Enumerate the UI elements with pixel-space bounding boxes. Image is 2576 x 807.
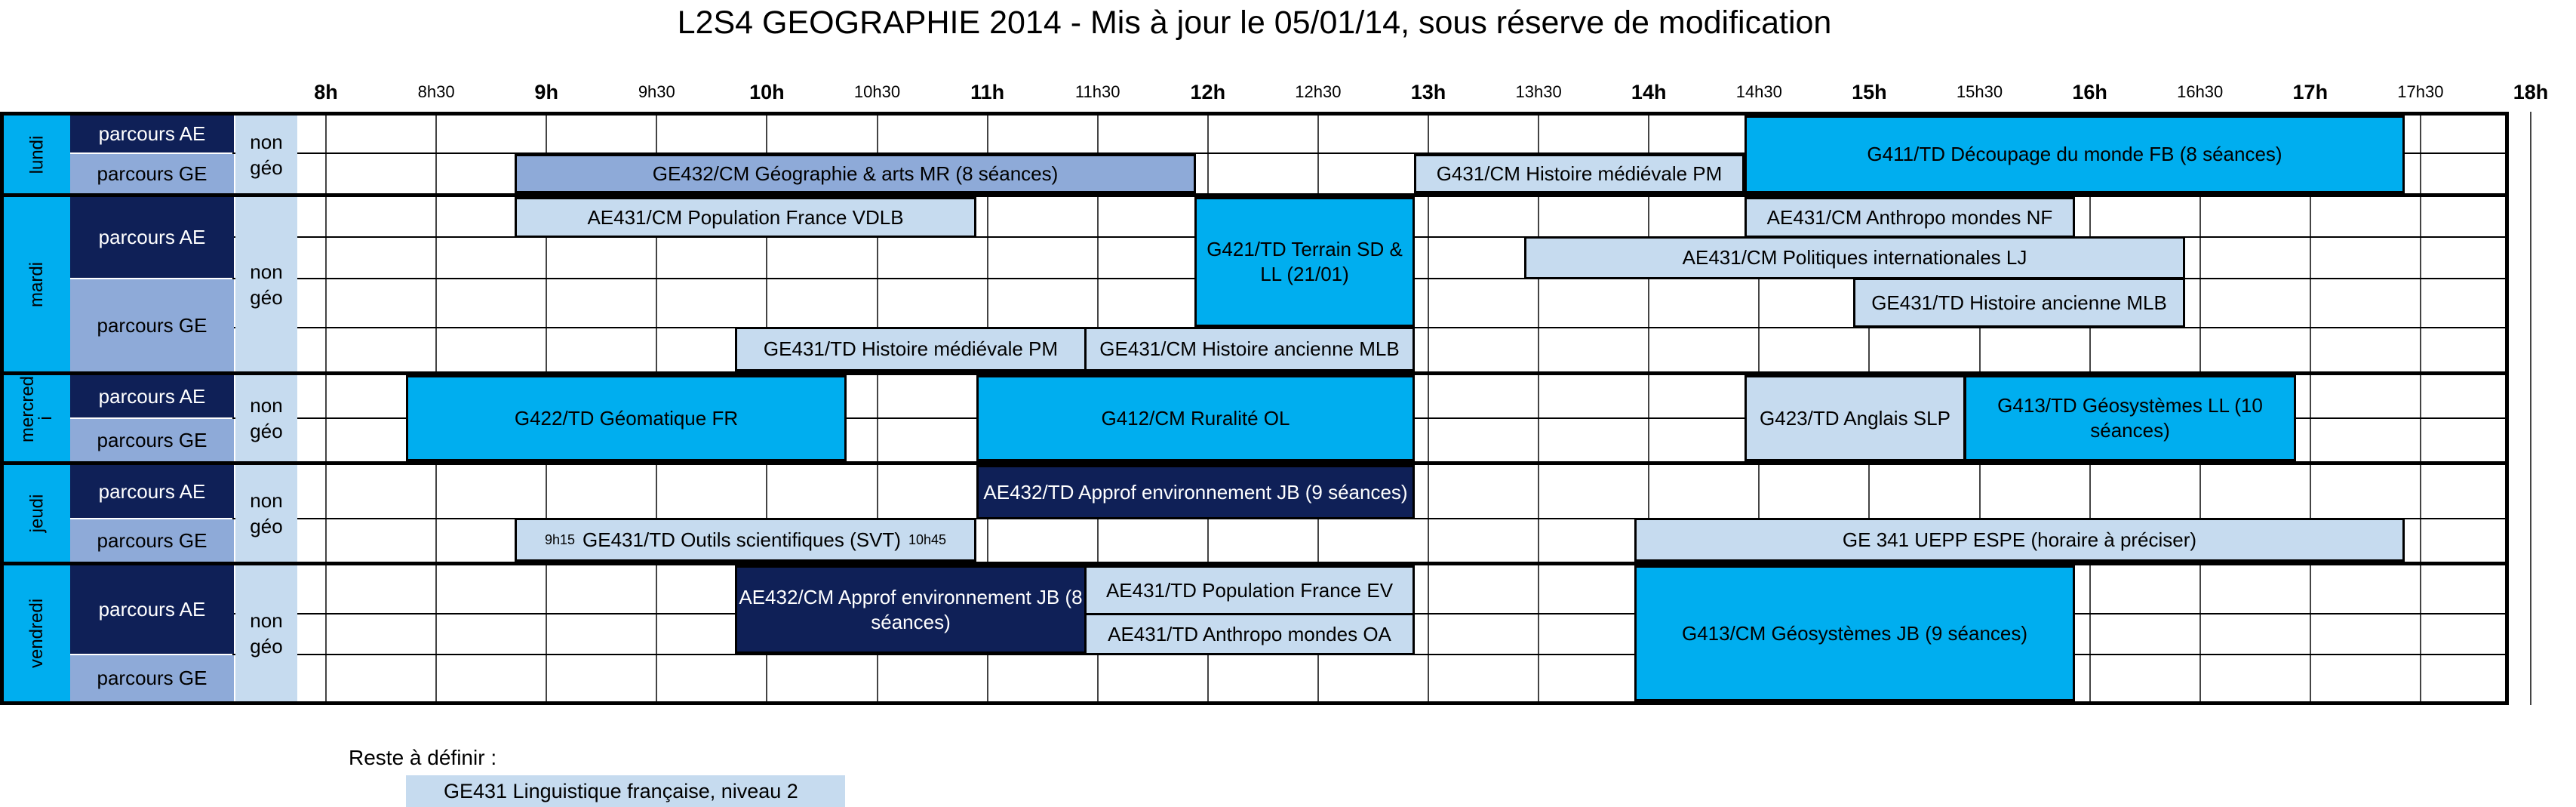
day-mardi: mardi [4,197,70,371]
time-label: 8h30 [417,82,455,101]
track-ge: parcours GE [70,519,234,562]
time-label: 12h [1190,81,1226,103]
day-mercredi: mercred i [4,375,70,461]
time-label: 8h [314,81,338,103]
non-geo-label: non géo [235,565,297,701]
track-ge: parcours GE [70,279,234,371]
time-label: 16h [2072,81,2107,103]
event-ae431-anthropo-mondes-td[interactable]: AE431/TD Anthropo mondes OA [1084,613,1415,655]
time-label: 9h [534,81,558,103]
event-ge431-histoire-medievale-td[interactable]: GE431/TD Histoire médiévale PM [735,327,1087,371]
time-label: 10h [749,81,785,103]
timetable-frame [0,112,2509,705]
event-ae431-anthropo-mondes[interactable]: AE431/CM Anthropo mondes NF [1744,197,2075,238]
event-ae432-approf-environnement-cm[interactable]: AE432/CM Approf environnement JB (8 séances) [735,565,1087,654]
track-ae: parcours AE [70,375,234,417]
time-label: 15h30 [1956,82,2003,101]
time-label: 9h30 [638,82,675,101]
grid-column-line [2530,112,2531,705]
event-ae432-approf-environnement-td[interactable]: AE432/TD Approf environnement JB (9 séances) [976,465,1415,519]
start-time: 9h15 [544,531,576,547]
track-ge: parcours GE [70,154,234,193]
track-ae: parcours AE [70,116,234,152]
event-ae431-population-france-td[interactable]: AE431/TD Population France EV [1084,565,1415,615]
non-geo-label: non géo [235,465,297,562]
track-ae: parcours AE [70,197,234,278]
time-label: 18h [2513,81,2549,103]
non-geo-label: non géo [235,197,297,371]
event-ge431-histoire-ancienne-td[interactable]: GE431/TD Histoire ancienne MLB [1853,278,2185,328]
time-label: 16h30 [2177,82,2224,101]
track-ge: parcours GE [70,655,234,701]
event-g421-terrain[interactable]: G421/TD Terrain SD & LL (21/01) [1194,197,1415,327]
track-ae: parcours AE [70,465,234,518]
end-time: 10h45 [908,531,947,547]
time-label: 13h [1410,81,1446,103]
event-label: GE431/TD Outils scientifiques (SVT) [583,528,901,551]
event-g412-ruralite[interactable]: G412/CM Ruralité OL [976,375,1415,461]
track-ae: parcours AE [70,565,234,654]
page-title: L2S4 GEOGRAPHIE 2014 - Mis à jour le 05/01/14, sous réserve de modification [677,5,1832,41]
day-jeudi: jeudi [4,465,70,562]
day-lundi: lundi [4,116,70,193]
time-label: 17h [2292,81,2329,103]
track-ge: parcours GE [70,419,234,461]
time-label: 11h30 [1074,82,1120,101]
event-g422-geomatique[interactable]: G422/TD Géomatique FR [406,375,847,461]
event-g413-geosystemes-td[interactable]: G413/TD Géosystèmes LL (10 séances) [1964,375,2296,461]
time-label: 14h30 [1735,82,1782,101]
non-geo-label: non géo [235,375,297,461]
event-g413-geosystemes-cm[interactable]: G413/CM Géosystèmes JB (9 séances) [1634,565,2075,701]
event-ge432-geographie-arts[interactable]: GE432/CM Géographie & arts MR (8 séances) [515,154,1196,193]
time-label: 15h [1852,81,1887,103]
time-label: 12h30 [1295,82,1342,101]
event-ge341-uepp-espe[interactable]: GE 341 UEPP ESPE (horaire à préciser) [1634,518,2405,562]
non-geo-label: non géo [235,116,297,193]
time-label: 17h30 [2397,82,2444,101]
time-label: 10h30 [853,82,901,101]
event-g431-histoire-medievale[interactable]: G431/CM Histoire médiévale PM [1414,154,1744,193]
time-label: 13h30 [1515,82,1562,101]
event-ae431-politiques-internationales[interactable]: AE431/CM Politiques internationales LJ [1524,236,2185,279]
time-label: 11h [970,81,1005,103]
remaining-label: Reste à définir : [349,746,497,769]
event-g423-anglais[interactable]: G423/TD Anglais SLP [1744,375,1966,461]
event-ae431-population-france[interactable]: AE431/CM Population France VDLB [515,197,976,238]
day-vendredi: vendredi [4,565,70,701]
event-ge431-histoire-ancienne-cm[interactable]: GE431/CM Histoire ancienne MLB [1084,327,1415,371]
time-label: 14h [1631,81,1667,103]
remaining-item: GE431 Linguistique française, niveau 2 [406,775,845,807]
event-g411-decoupage-monde[interactable]: G411/TD Découpage du monde FB (8 séances) [1744,116,2405,193]
